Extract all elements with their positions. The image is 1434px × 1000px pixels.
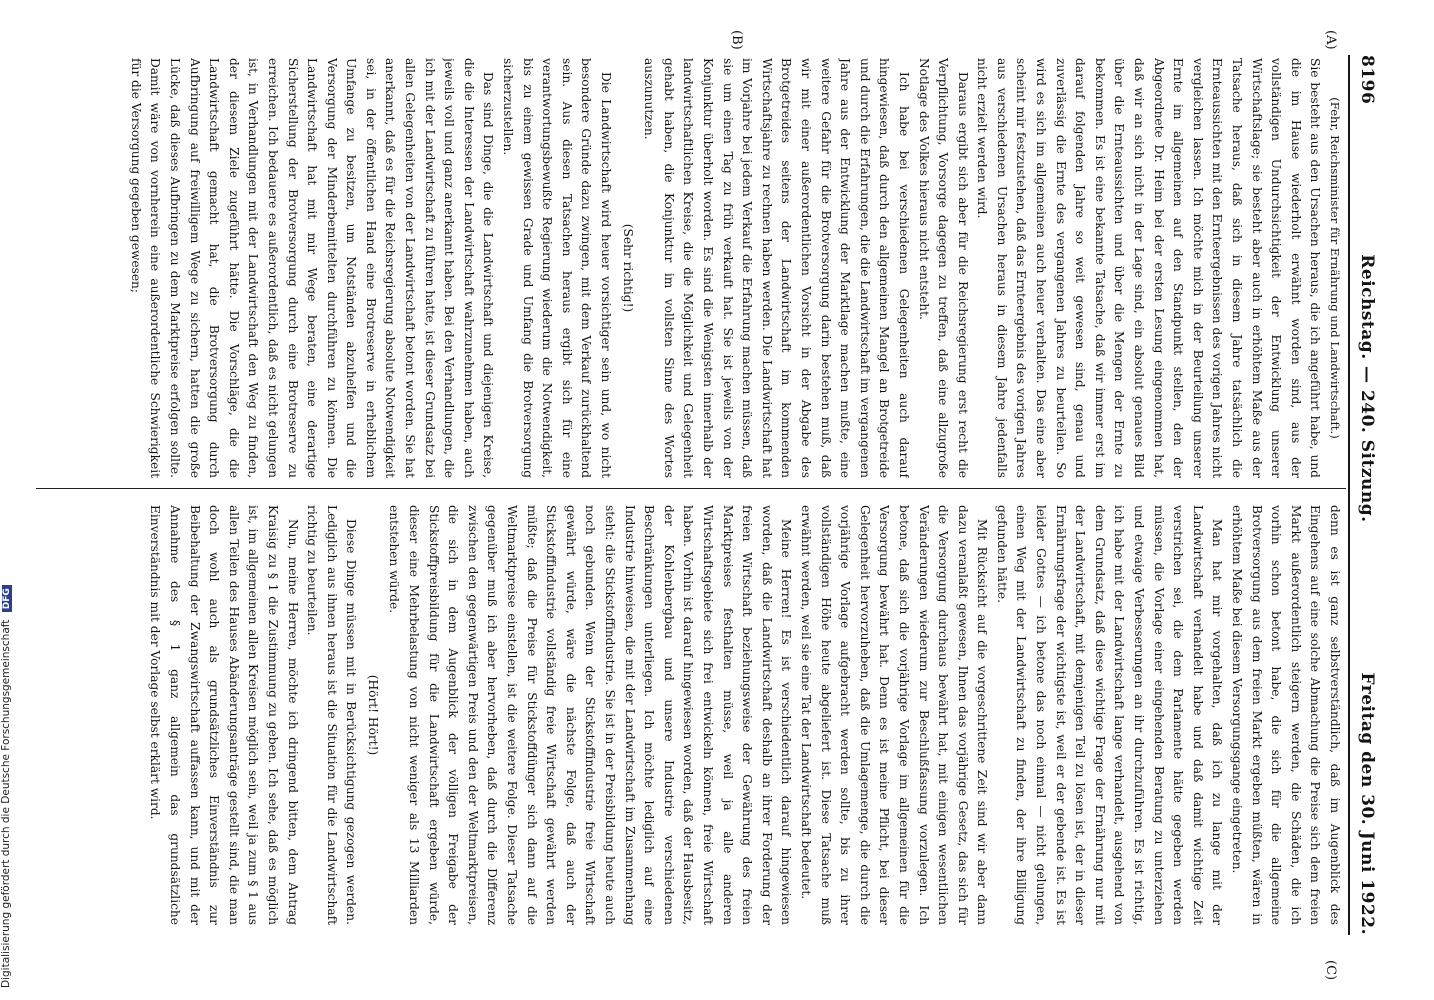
paragraph: Daraus ergibt sich aber für die Reichsregierung erst recht die Verpflichtung, Vorsorge dagegen zu treffen, daß eine allzugroße Notlage des Volkes hieraus nicht entsteht. (916, 58, 970, 478)
paragraph: Mit Rücksicht auf die vorgeschrittene Zeit sind wir aber dann dazu veranlaßt gewesen, Ihnen das vorjährige Gesetz, das sich für die Versorgung durchaus bewährt hat, mit einigen wesentlichen Veränderungen wiederum zur Beschlußfassung vorzulegen. Ich betone, daß sich die vorjährige Vorlage im allgemeinen für die Versorgung bewährt hat. Denn es ist meine Pflicht, bei dieser Gelegenheit hervorzuheben, daß die Umlagemenge, die durch die vorjährige Vorlage aufgebracht werden sollte, bis zu ihrer vollständigen Höhe heute abgeliefert ist. Diese Tatsache muß erwähnt werden, weil sie eine Tat der Landwirtschaft bedeutet. (798, 505, 990, 925)
paragraph: denn es ist ganz selbstverständlich, daß im Augenblick des Eingehens auf eine solche Abmachung die Preise sich dem freien Markt außerordentlich steigern werden, die Schäden, die ich vorhin schon betont habe, die sich für die allgemeine Brotversorgung aus dem freien Markt ergeben müßten, wären in erhöhtem Maße bei diesem Versorgungsgange eingetreten. (1230, 505, 1342, 925)
interjection: (Sehr richtig!) (620, 223, 635, 313)
margin-mark-a: (A) (1323, 30, 1338, 50)
margin-mark-c: (C) (1323, 960, 1338, 981)
interjection: (Hört! Hört!) (365, 674, 380, 756)
margin-mark-b: (B) (729, 30, 744, 50)
paragraph: Die Landwirtschaft wird heuer vorsichtiger sein und, wo nicht besondere Gründe dazu zwingen, mit dem Verkauf zurückhaltend sein. Aus diesen Tatsachen heraus ergibt sich für eine verantwortungsbewußte Regierung wiederum die Notwendigkeit, bis zu einem gewissen Grade und Umfang die Brotversorgung sicherzustellen. (501, 58, 614, 478)
header-rule (1348, 55, 1350, 935)
paragraph: Das sind Dinge, die die Landwirtschaft und diejenigen Kreise, die die Interessen der Landwirtschaft wahrzunehmen haben, auch jeweils voll und ganz anerkannt haben. Bei den Verhandlungen, die ich mit der Landwirtschaft zu führen hatte, ist dieser Grundsatz bei allen Gelegenheiten von der Landwirtschaft betont worden. Sie hat anerkannt, daß es für die Reichsregierung absolute Notwendigkeit sei, in der öffentlichen Hand eine Brotreserve in erheblichem Umfange zu besitzen, um Notständen abzuhelfen und die Versorgung der Minderbemittelten durchführen zu können. Die Landwirtschaft hat mit mir Wege beraten, eine derartige Sicherstellung der Brotversorgung durch eine Brotreserve zu erreichen. Ich bedauere es außerordentlich, daß es nicht gelungen ist, in Verhandlungen mit der Landwirtschaft den Weg zu finden, der diesem Ziele zugeführt hätte. Die Vorschläge, die die Landwirtschaft gemacht hat, die Brotversorgung durch Aufbringung auf freiwilligem Wege zu sichern, hatten die große Lücke, daß dieses Aufbringen zu dem Marktpreise erfolgen sollte. Damit wäre von vornherein eine außerordentliche Schwierigkeit für die Versorgung gegeben gewesen; (128, 58, 496, 478)
paragraph: Meine Herren! Es ist verschiedentlich darauf hingewiesen worden, daß die Landwirtschaft deshalb an ihrer Forderung der freien Wirtschaft beziehungsweise der Gewährung des freien Marktpreises festhalten müsse, weil ja alle anderen Wirtschaftsgebiete sich frei entwickeln können, freie Wirtschaft haben. Vorhin ist darauf hingewiesen worden, daß der Hausbesitz, der Kohlenbergbau und unsere Industrie verschiedenen Beschränkungen unterliegen. Ich möchte lediglich auf eine Industrie hinweisen, die mit der Landwirtschaft im Zusammenhang steht: die Stickstoffindustrie. Sie ist in der Preisbildung heute auch noch gebunden. Wenn der Stickstoffindustrie freie Wirtschaft gewährt würde, wäre die nächste Folge, daß auch der Stickstoffindustrie vollständig freie Wirtschaft gewährt werden müßte; daß die Preise für Stickstoffdünger sich dann auf die Weltmarktpreise einstellen, ist die weitere Folge. Dieser Tatsache gegenüber muß ich aber hervorheben, daß durch die Differenz zwischen den gegenwärtigen Preis und den der Weltmarktpreisen, die sich in dem Augenblick der völligen Freigabe der Stickstoffpreisbildung für die Landwirtschaft ergeben würde, dieser eine Mehrbelastung von nicht weniger als 13 Milliarden entstehen würde. (387, 505, 794, 925)
paragraph: Diese Dinge müssen mit in Berücksichtigung gezogen werden. Lediglich aus ihnen heraus ist die Situation für die Landwirtschaft richtig zu beurteilen. (305, 505, 359, 925)
paragraph: Sie besteht aus den Ursachen heraus, die ich angeführt habe, und die im Hause wiederholt erwähnt worden sind, aus der vollständigen Undurchsichtigkeit der Entwicklung unserer Wirtschaftslage; sie besteht aber auch in erhöhtem Maße aus der Tatsache heraus, daß sich in diesem Jahre tatsächlich die Ernteaussichten mit den Ernteergebnissen des vorigen Jahres nicht vergleichen lassen. Ich möchte mich in der Beurteilung unserer Ernte im allgemeinen auf den Standpunkt stellen, den der Abgeordnete Dr. Heim bei der ersten Lesung eingenommen hat, daß wir an sich nicht in der Lage sind, ein absolut genaues Bild über die Ernteaussichten und über die Mengen der Ernte zu bekommen. Es ist eine bekannte Tatsache, daß wir immer erst im darauf folgenden Jahre so weit gewesen sind, genau und zuverlässig die Ernte des vergangenen Jahres zu beurteilen. So wird es sich im allgemeinen auch heuer verhalten. Das eine aber scheint mir festzustehen, daß das Ernteergebnis des vorigen Jahres aus verschiedenen Ursachen heraus in diesem Jahre jedenfalls nicht erzielt werden wird. (975, 58, 1323, 478)
column-divider (36, 488, 1346, 489)
right-column (44, 505, 1344, 925)
credit-text: Digitalisierung gefördert durch die Deutsche Forschungsgemeinschaft (0, 619, 12, 988)
page-header (1352, 55, 1382, 935)
paragraph: Nun, meine Herren, möchte ich dringend bitten, dem Antrag Kraisig zu § 1 die Zustimmung zu geben. Ich sehe, daß es möglich ist, im allgemeinen allen Kreisen möglich sein, weil ja zum § 1 aus allen Teilen des Hauses Abänderungsanträge gestellt sind, die man doch wohl auch als grundsätzliches Einverständnis zur Beibehaltung der Zwangswirtschaft auffassen kann, und mit der Annahme des § 1 ganz allgemein das grundsätzliche Einverständnis mit der Vorlage selbst erklärt wird. (148, 505, 300, 925)
header-title: Reichstag. — 240. Sitzung. (1357, 254, 1377, 523)
left-column (44, 58, 1344, 478)
paragraph: Man hat mir vorgehalten, daß ich zu lange mit der Landwirtschaft verhandelt habe und daß damit wichtige Zeit verstrichen sei, die dem Parlamente hätte gegeben werden müssen, die Vorlage einer eingehenden Beratung zu unterziehen und etwaige Verbesserungen an ihr durchzuführen. Es ist richtig, ich habe mit der Landwirtschaft lange verhandelt, ausgehend von dem Grundsatz, daß diese wichtige Frage der Ernährung nur mit der Landwirtschaft, mit demjenigen Teil zu lösen ist, der in dieser Ernährungsfrage der wichtigste ist, weil er der gebende ist. Es ist leider Gottes — ich betone das noch einmal — nicht gelungen, einen Weg mit der Landwirtschaft zu finden, der ihre Billigung gefunden hätte. (994, 505, 1225, 925)
header-date: Freitag den 30. Juni 1922. (1357, 672, 1377, 935)
dfg-logo: DFG (2, 585, 12, 612)
paragraph: Ich habe bei verschiedenen Gelegenheiten auch darauf hingewiesen, daß durch den allgemeinen Mangel an Brotgetreide und durch die Erfahrungen, die die Landwirtschaft im vergangenen Jahre aus der Entwicklung der Marktlage machen mußte, eine weitere Gefahr für die Brotversorgung darin bestehen muß, daß wir mit einer außerordentlichen Vorsicht in der Abgabe des Brotgetreides seitens der Landwirtschaft im kommenden Wirtschaftsjahre zu rechnen haben werden. Die Landwirtschaft hat im Vorjahre bei jedem Verkauf die Erfahrung machen müssen, daß sie um einen Tag zu früh verkauft hat. Sie ist jeweils von der Konjunktur überholt worden. Es sind die Wenigsten innerhalb der landwirtschaftlichen Kreise, die die Möglichkeit und Gelegenheit gehabt haben, die Konjunktur im vollsten Sinne des Wortes auszunutzen. (642, 58, 911, 478)
speaker-line: (Fehr, Reichsminister für Ernährung und Landwirtschaft.) (1328, 97, 1342, 439)
page-number: 8196 (1357, 55, 1377, 105)
